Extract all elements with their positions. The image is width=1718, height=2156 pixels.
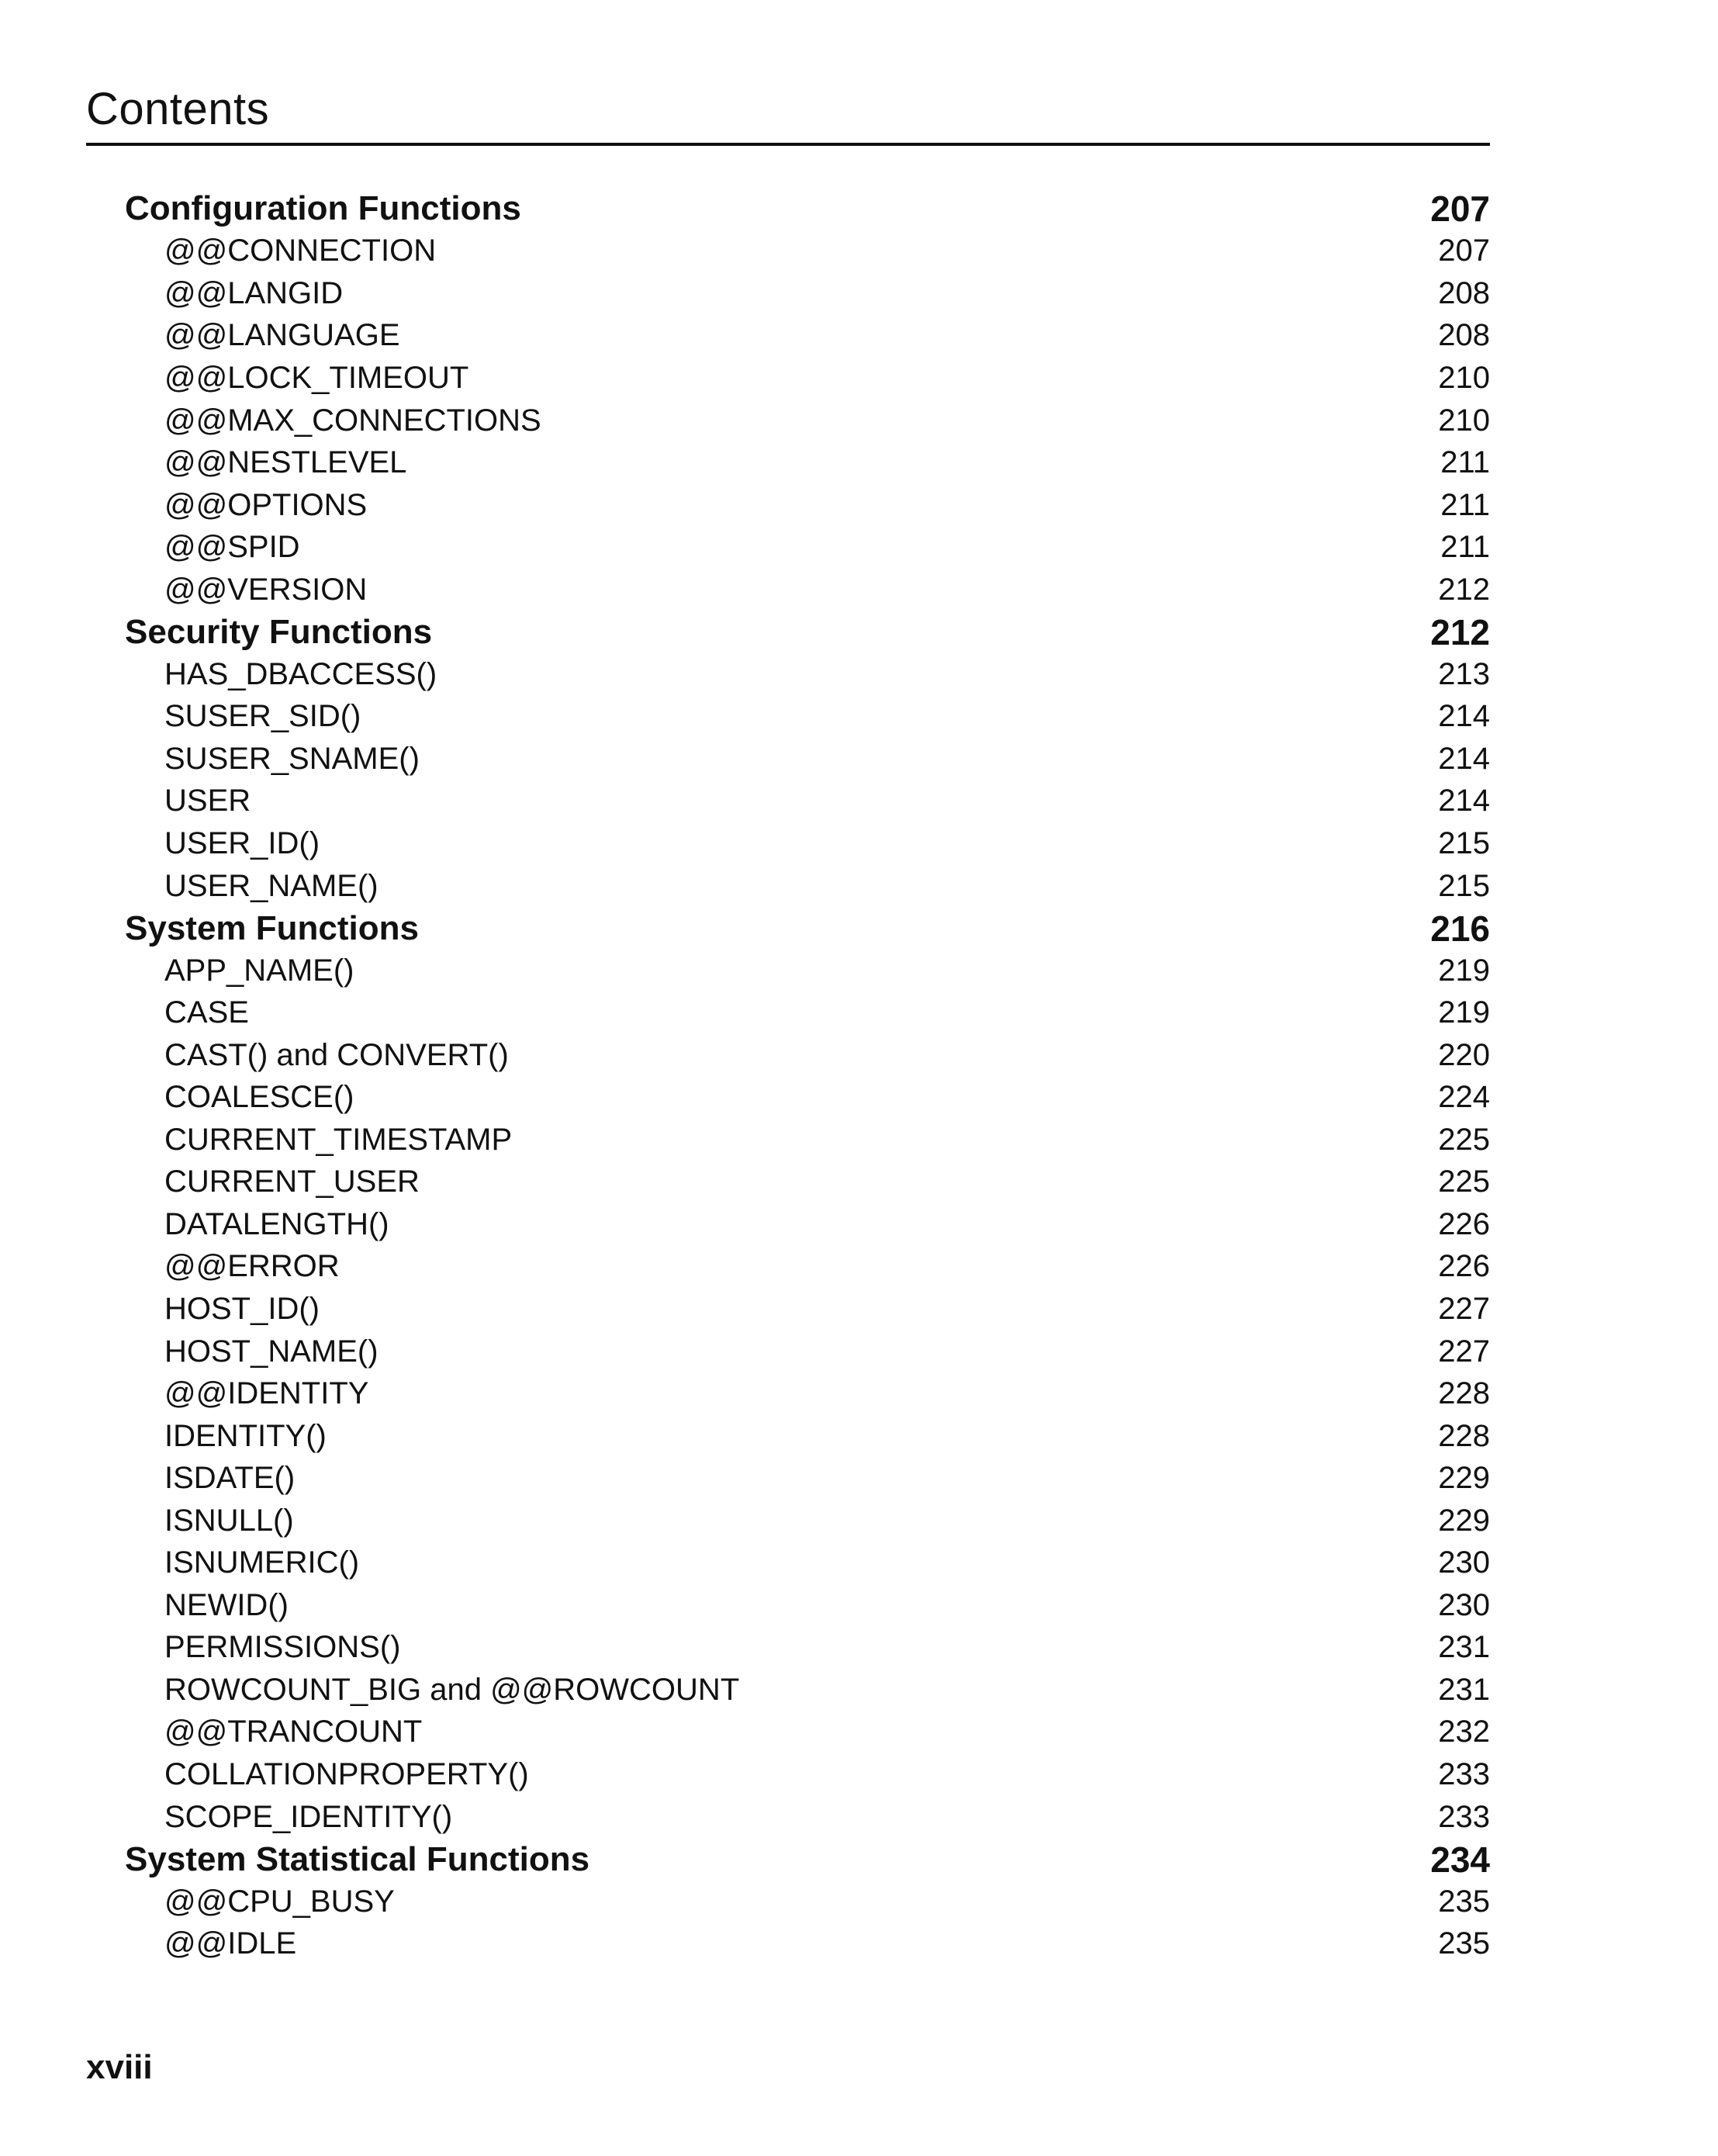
toc-entry-title: USER [164, 784, 251, 818]
toc-page-number: 234 [1430, 1839, 1490, 1880]
toc-section-row [125, 611, 1490, 653]
toc-entry-row [125, 1881, 1490, 1923]
toc-entry-title: CAST() and CONVERT() [164, 1037, 509, 1072]
toc-entry-title: ROWCOUNT_BIG and @@ROWCOUNT [164, 1672, 740, 1707]
page-number: xviii [86, 2048, 153, 2086]
toc-page-number: 228 [1438, 1418, 1490, 1453]
toc-entry-title: @@OPTIONS [164, 487, 368, 522]
toc-entry-title: HAS_DBACCESS() [164, 656, 437, 691]
toc-entry-row [125, 865, 1490, 908]
toc-page-number: 216 [1430, 908, 1490, 949]
toc-page-number: 227 [1438, 1334, 1490, 1369]
page-header [86, 84, 1490, 146]
toc-entry-row [125, 738, 1490, 780]
toc-page-number: 208 [1438, 318, 1490, 353]
toc-entry-row [125, 1415, 1490, 1458]
toc-entry-title: @@SPID [164, 530, 300, 565]
toc-entry-title: USER_ID() [164, 825, 320, 860]
toc-page-number: 219 [1438, 953, 1490, 988]
toc-entry-title: ISNUMERIC() [164, 1545, 360, 1580]
toc-entry-row [125, 1076, 1490, 1119]
toc-page-number: 231 [1438, 1672, 1490, 1707]
toc-entry-title: @@IDLE [164, 1926, 297, 1961]
toc-entry-row [125, 1796, 1490, 1839]
toc-entry-row [125, 400, 1490, 442]
toc-entry-title: @@LANGID [164, 275, 344, 310]
toc-page-number: 229 [1438, 1461, 1490, 1496]
toc-entry-title: @@ERROR [164, 1249, 340, 1284]
toc-entry-row [125, 230, 1490, 273]
toc-page-number: 231 [1438, 1630, 1490, 1665]
toc-page-number: 235 [1438, 1926, 1490, 1961]
toc-entry-row [125, 1161, 1490, 1204]
toc-section-row [125, 188, 1490, 230]
header-rule [86, 143, 1490, 146]
toc-page-number: 212 [1438, 572, 1490, 607]
toc-entry-row [125, 991, 1490, 1034]
toc-entry-title: APP_NAME() [164, 953, 354, 988]
toc-entry-row [125, 272, 1490, 315]
toc-entry-title: NEWID() [164, 1587, 289, 1622]
toc-page-number: 207 [1438, 234, 1490, 268]
toc-page-number: 212 [1430, 611, 1490, 652]
toc-section-title: Configuration Functions [125, 189, 521, 228]
toc-entry-title: @@TRANCOUNT [164, 1715, 423, 1749]
toc-page-number: 233 [1438, 1757, 1490, 1791]
toc-entry-title: COLLATIONPROPERTY() [164, 1757, 529, 1791]
toc-entry-row [125, 696, 1490, 739]
toc-entry-title: COALESCE() [164, 1080, 354, 1115]
toc-page-number: 210 [1438, 403, 1490, 438]
toc-entry-title: @@LOCK_TIMEOUT [164, 360, 469, 395]
toc-entry-row [125, 1288, 1490, 1331]
toc-entry-row [125, 780, 1490, 823]
toc-entry-title: PERMISSIONS() [164, 1630, 401, 1665]
toc-page-number: 230 [1438, 1545, 1490, 1580]
toc-entry-row [125, 1753, 1490, 1796]
toc-entry-row [125, 569, 1490, 611]
toc-page-number: 214 [1438, 699, 1490, 734]
toc-entry-title: CURRENT_TIMESTAMP [164, 1122, 513, 1157]
toc-page-number: 235 [1438, 1884, 1490, 1919]
toc-entry-row [125, 1246, 1490, 1289]
toc-entry-title: CASE [164, 995, 249, 1030]
toc-section-row [125, 907, 1490, 950]
toc-page-number: 211 [1440, 487, 1490, 522]
toc-entry-row [125, 653, 1490, 696]
toc-section-title: Security Functions [125, 612, 433, 651]
toc-entry-title: CURRENT_USER [164, 1165, 420, 1199]
toc-entry-row [125, 1669, 1490, 1711]
toc-entry-row [125, 526, 1490, 569]
toc-entry-row [125, 1372, 1490, 1415]
toc-entry-title: ISNULL() [164, 1503, 294, 1538]
toc-entry-title: HOST_ID() [164, 1291, 320, 1326]
toc-section-row [125, 1838, 1490, 1881]
toc-page-number: 230 [1438, 1587, 1490, 1622]
toc-entry-row [125, 1922, 1490, 1965]
toc-entry-row [125, 1711, 1490, 1754]
toc-page-number: 228 [1438, 1376, 1490, 1411]
toc-page-number: 229 [1438, 1503, 1490, 1538]
toc-entry-title: @@NESTLEVEL [164, 445, 407, 480]
toc-page-number: 225 [1438, 1165, 1490, 1199]
toc-entry-title: SUSER_SID() [164, 699, 361, 734]
toc-entry-title: @@CPU_BUSY [164, 1884, 395, 1919]
toc-page-number: 215 [1438, 825, 1490, 860]
toc-entry-title: @@VERSION [164, 572, 368, 607]
toc-entry-title: IDENTITY() [164, 1418, 327, 1453]
toc-entry-row [125, 822, 1490, 865]
toc-page-number: 213 [1438, 656, 1490, 691]
toc-page-number: 210 [1438, 360, 1490, 395]
toc-page-number: 214 [1438, 784, 1490, 818]
toc-entry-row [125, 1542, 1490, 1585]
toc-page-number: 214 [1438, 741, 1490, 776]
toc-entry-title: @@CONNECTION [164, 234, 437, 268]
toc-page-number: 226 [1438, 1206, 1490, 1241]
toc-page-number: 225 [1438, 1122, 1490, 1157]
toc-page-number: 208 [1438, 275, 1490, 310]
toc-entry-row [125, 1584, 1490, 1627]
toc-page-number: 211 [1440, 530, 1490, 565]
toc-entry-title: @@MAX_CONNECTIONS [164, 403, 541, 438]
table-of-contents [125, 188, 1490, 1965]
toc-entry-title: USER_NAME() [164, 868, 379, 903]
toc-page-number: 224 [1438, 1080, 1490, 1115]
toc-page-number: 227 [1438, 1291, 1490, 1326]
toc-entry-row [125, 441, 1490, 484]
toc-entry-title: @@IDENTITY [164, 1376, 369, 1411]
toc-entry-title: @@LANGUAGE [164, 318, 400, 353]
toc-entry-title: DATALENGTH() [164, 1206, 389, 1241]
toc-entry-row [125, 1500, 1490, 1542]
toc-entry-title: HOST_NAME() [164, 1334, 379, 1369]
toc-section-title: System Statistical Functions [125, 1839, 590, 1878]
toc-entry-row [125, 1331, 1490, 1373]
toc-entry-row [125, 357, 1490, 400]
toc-section-title: System Functions [125, 908, 419, 947]
toc-entry-title: SCOPE_IDENTITY() [164, 1799, 453, 1834]
toc-entry-row [125, 1119, 1490, 1161]
toc-page-number: 211 [1440, 445, 1490, 480]
toc-entry-title: ISDATE() [164, 1461, 296, 1496]
toc-entry-row [125, 1203, 1490, 1246]
toc-page-number: 233 [1438, 1799, 1490, 1834]
toc-entry-title: SUSER_SNAME() [164, 741, 420, 776]
toc-page-number: 220 [1438, 1037, 1490, 1072]
toc-page-number: 226 [1438, 1249, 1490, 1284]
toc-entry-row [125, 1627, 1490, 1670]
toc-entry-row [125, 1457, 1490, 1500]
toc-entry-row [125, 484, 1490, 527]
toc-entry-row [125, 950, 1490, 992]
toc-page-number: 215 [1438, 868, 1490, 903]
page-title: Contents [86, 84, 270, 134]
toc-page-number: 219 [1438, 995, 1490, 1030]
toc-page-number: 207 [1430, 189, 1490, 230]
toc-entry-row [125, 1034, 1490, 1077]
toc-entry-row [125, 315, 1490, 358]
toc-page-number: 232 [1438, 1715, 1490, 1749]
